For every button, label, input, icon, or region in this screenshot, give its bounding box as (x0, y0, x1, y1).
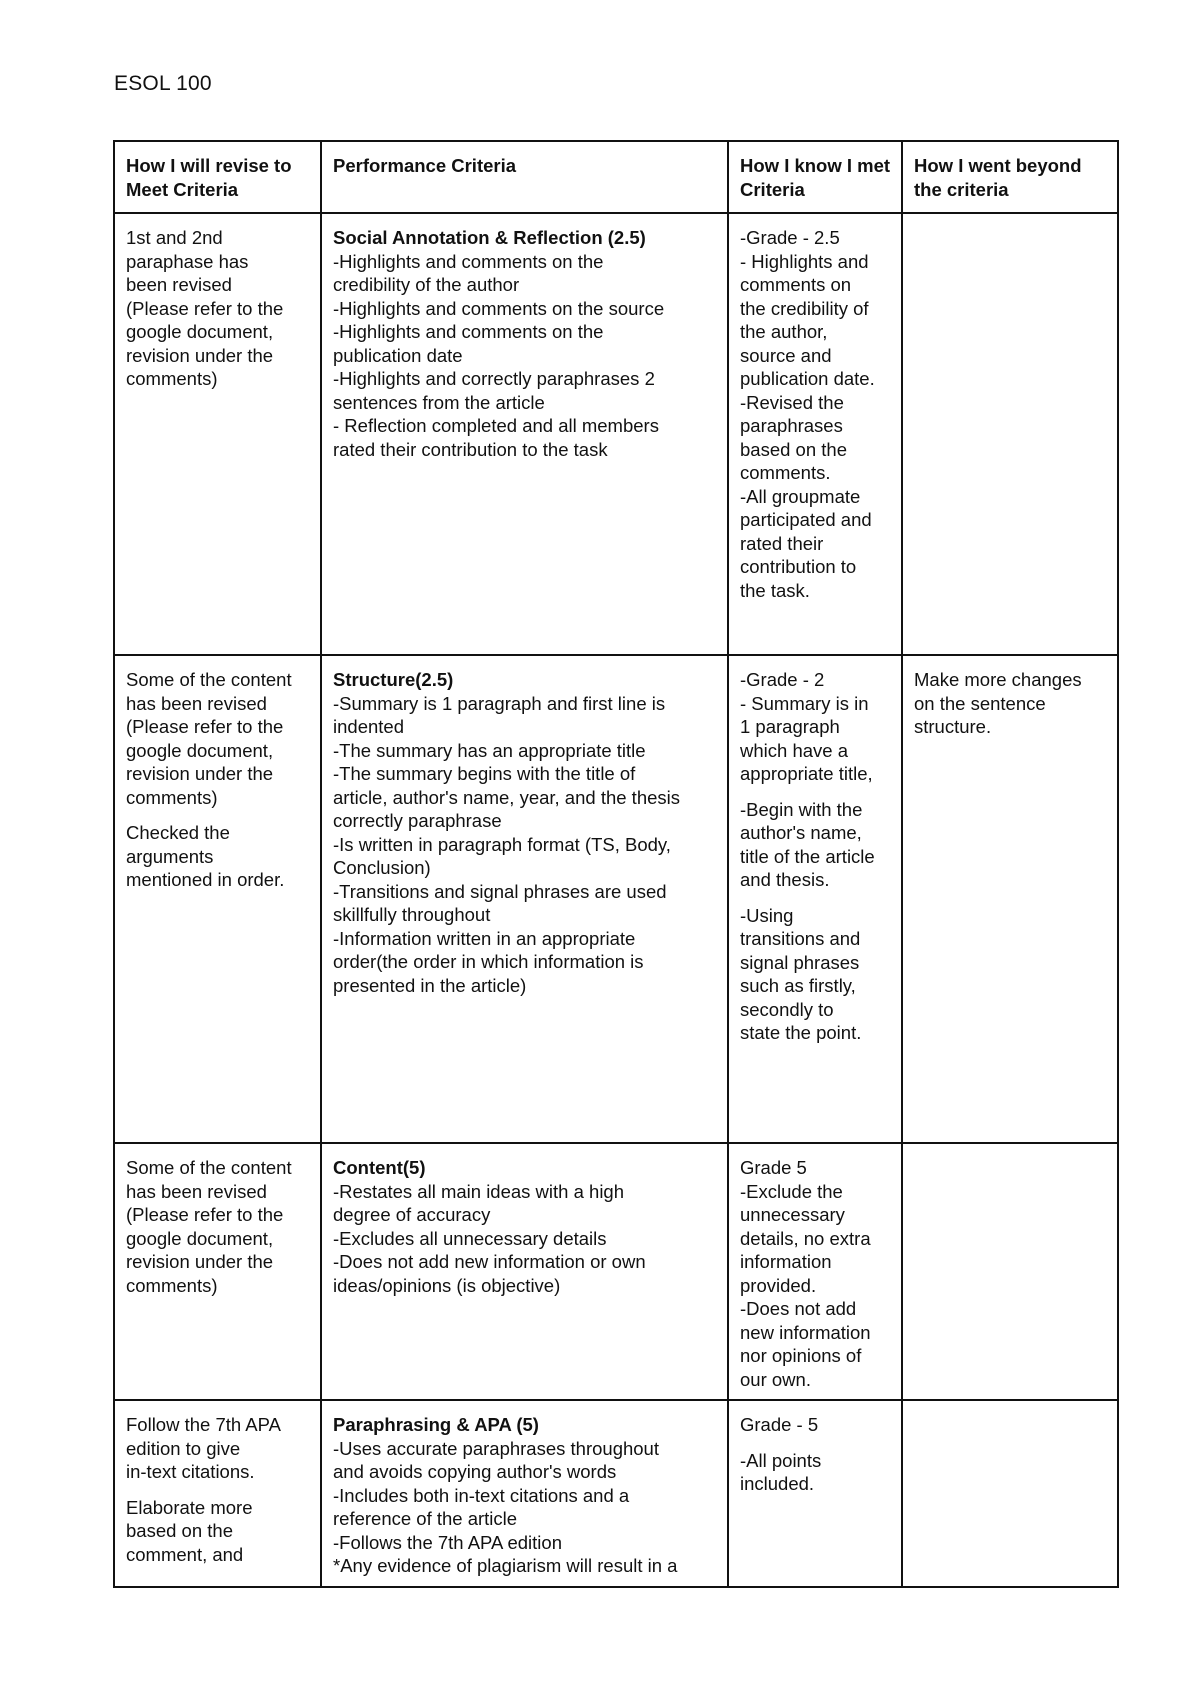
cell-line: google document, (126, 1227, 274, 1249)
cell-line: edition to give (126, 1437, 241, 1459)
cell-line: contribution to (740, 556, 857, 577)
header-how-know: How I know I met Criteria (728, 141, 902, 213)
cell-line: on the sentence (914, 692, 1046, 714)
cell-line: our own. (740, 1368, 811, 1390)
cell-line: provided. (740, 1274, 817, 1296)
cell-how-revise (114, 655, 321, 1143)
cell-line: author's name, (740, 822, 862, 843)
paragraph-gap (740, 1437, 891, 1449)
cell-went-beyond (902, 655, 1118, 1143)
cell-line: signal phrases (740, 951, 860, 973)
cell-line: publication date. (740, 368, 875, 389)
cell-line: google document, (126, 739, 274, 761)
cell-how-revise (114, 1400, 321, 1587)
cell-line: rated their (740, 532, 824, 554)
cell-line: -Revised the (740, 391, 844, 413)
cell-line: 1 paragraph (740, 716, 840, 737)
page-header-course: ESOL 100 (114, 72, 212, 95)
cell-line: -Information written in an appropriate (333, 927, 636, 949)
cell-line: such as firstly, (740, 975, 856, 996)
cell-line: (Please refer to the (126, 1204, 284, 1225)
criteria-title: Structure(2.5) (333, 669, 454, 690)
cell-line: publication date (333, 344, 463, 366)
cell-line: -Using (740, 904, 794, 926)
cell-line: -Highlights and comments on the source (333, 297, 665, 319)
cell-line: the task. (740, 579, 810, 601)
criteria-title: Social Annotation & Reflection (2.5) (333, 227, 646, 248)
table-row (114, 1400, 1118, 1587)
cell-line: arguments (126, 845, 214, 867)
cell-line: new information (740, 1321, 871, 1343)
cell-line: degree of accuracy (333, 1204, 491, 1225)
cell-line: state the point. (740, 1022, 862, 1043)
cell-how-know (728, 1400, 902, 1587)
cell-line: based on the (126, 1520, 233, 1541)
header-how-revise: How I will revise to Meet Criteria (114, 141, 321, 213)
cell-line: comments) (126, 1274, 218, 1296)
cell-line: comments. (740, 462, 831, 483)
cell-line: -Restates all main ideas with a high (333, 1180, 625, 1202)
cell-line: - Reflection completed and all members (333, 415, 659, 436)
cell-line: reference of the article (333, 1508, 518, 1529)
cell-line: -Highlights and comments on the (333, 321, 604, 342)
cell-line: Checked the (126, 822, 230, 843)
cell-line: -Exclude the (740, 1180, 843, 1202)
cell-line: Make more changes (914, 669, 1082, 690)
cell-line: -Does not add (740, 1298, 857, 1319)
cell-how-know (728, 655, 902, 1143)
cell-line: has been revised (126, 1180, 267, 1202)
cell-line: appropriate title, (740, 763, 873, 784)
header-performance-criteria: Performance Criteria (321, 141, 728, 213)
cell-line: presented in the article) (333, 974, 527, 996)
cell-how-know (728, 1143, 902, 1400)
cell-line: order(the order in which information is (333, 951, 644, 972)
cell-line: structure. (914, 716, 992, 737)
cell-line: in-text citations. (126, 1461, 255, 1482)
cell-line: -Begin with the (740, 798, 863, 820)
cell-line: details, no extra (740, 1227, 871, 1249)
cell-went-beyond (902, 213, 1118, 655)
paragraph-gap (740, 786, 891, 798)
cell-line: and thesis. (740, 869, 830, 890)
cell-line: -Summary is 1 paragraph and first line is (333, 692, 666, 714)
cell-line: -The summary begins with the title of (333, 763, 636, 784)
cell-line: paraphrases (740, 415, 843, 436)
cell-line: correctly paraphrase (333, 810, 502, 831)
cell-line: -Includes both in-text citations and a (333, 1484, 630, 1506)
cell-line: comments on (740, 274, 852, 295)
cell-line: revision under the (126, 1251, 274, 1272)
cell-line: -Excludes all unnecessary details (333, 1227, 607, 1249)
cell-line: Elaborate more (126, 1496, 253, 1518)
cell-line: Some of the content (126, 669, 292, 690)
cell-line: Some of the content (126, 1157, 292, 1178)
cell-line: information (740, 1251, 832, 1272)
cell-how-revise (114, 1143, 321, 1400)
cell-line: Grade - 5 (740, 1414, 819, 1435)
table-row (114, 213, 1118, 655)
criteria-title: Paraphrasing & APA (5) (333, 1414, 539, 1435)
cell-performance-criteria (321, 213, 728, 655)
cell-line: ideas/opinions (is objective) (333, 1274, 561, 1296)
cell-line: participated and (740, 509, 872, 530)
cell-line: Conclusion) (333, 857, 431, 878)
cell-went-beyond (902, 1143, 1118, 1400)
cell-line: paraphase has (126, 250, 249, 272)
cell-line: Grade 5 (740, 1157, 807, 1178)
cell-line: credibility of the author (333, 274, 520, 295)
cell-line: included. (740, 1473, 815, 1494)
cell-line: transitions and (740, 928, 861, 949)
header-went-beyond: How I went beyond the criteria (902, 141, 1118, 213)
paragraph-gap (740, 892, 891, 904)
cell-performance-criteria (321, 655, 728, 1143)
cell-line: been revised (126, 274, 232, 295)
cell-line: which have a (740, 739, 848, 761)
cell-line: -All points (740, 1449, 822, 1471)
cell-performance-criteria (321, 1143, 728, 1400)
cell-line: based on the (740, 438, 847, 460)
rubric-table (113, 140, 1119, 1588)
cell-line: nor opinions of (740, 1345, 862, 1366)
cell-line: (Please refer to the (126, 297, 284, 319)
criteria-title: Content(5) (333, 1157, 426, 1178)
cell-line: -Follows the 7th APA edition (333, 1531, 562, 1553)
cell-how-know (728, 213, 902, 655)
cell-line: and avoids copying author's words (333, 1461, 617, 1482)
table-header-row (114, 141, 1118, 213)
cell-line: - Highlights and (740, 250, 869, 272)
cell-line: -Grade - 2 (740, 669, 825, 690)
cell-line: -Highlights and comments on the (333, 250, 604, 272)
table-row (114, 1143, 1118, 1400)
cell-line: comment, and (126, 1543, 244, 1565)
paragraph-gap (126, 1484, 310, 1496)
cell-line: -Does not add new information or own (333, 1251, 646, 1272)
cell-line: revision under the (126, 344, 274, 366)
cell-line: skillfully throughout (333, 904, 491, 925)
cell-line: (Please refer to the (126, 716, 284, 737)
cell-line: *Any evidence of plagiarism will result in a (333, 1555, 678, 1576)
cell-line: -All groupmate (740, 485, 861, 507)
cell-line: secondly to (740, 998, 834, 1020)
cell-line: mentioned in order. (126, 869, 285, 890)
cell-line: 1st and 2nd (126, 227, 223, 248)
cell-line: comments) (126, 786, 218, 808)
cell-line: -The summary has an appropriate title (333, 739, 646, 761)
cell-went-beyond (902, 1400, 1118, 1587)
cell-line: comments) (126, 368, 218, 389)
cell-line: has been revised (126, 692, 267, 714)
cell-line: source and (740, 344, 832, 366)
cell-how-revise (114, 213, 321, 655)
cell-line: -Grade - 2.5 (740, 227, 840, 248)
paragraph-gap (126, 809, 310, 821)
cell-line: Follow the 7th APA (126, 1414, 281, 1435)
cell-line: the credibility of (740, 297, 869, 319)
cell-line: unnecessary (740, 1204, 845, 1225)
cell-performance-criteria (321, 1400, 728, 1587)
cell-line: - Summary is in (740, 692, 869, 714)
cell-line: indented (333, 716, 404, 737)
cell-line: google document, (126, 321, 274, 342)
cell-line: -Uses accurate paraphrases throughout (333, 1437, 659, 1459)
cell-line: -Is written in paragraph format (TS, Body, (333, 833, 671, 855)
cell-line: article, author's name, year, and the thesis (333, 786, 681, 808)
cell-line: rated their contribution to the task (333, 438, 608, 460)
cell-line: title of the article (740, 845, 875, 867)
cell-line: the author, (740, 321, 828, 342)
table-row (114, 655, 1118, 1143)
cell-line: -Transitions and signal phrases are used (333, 880, 667, 902)
cell-line: sentences from the article (333, 391, 545, 413)
cell-line: -Highlights and correctly paraphrases 2 (333, 368, 655, 389)
cell-line: revision under the (126, 763, 274, 784)
